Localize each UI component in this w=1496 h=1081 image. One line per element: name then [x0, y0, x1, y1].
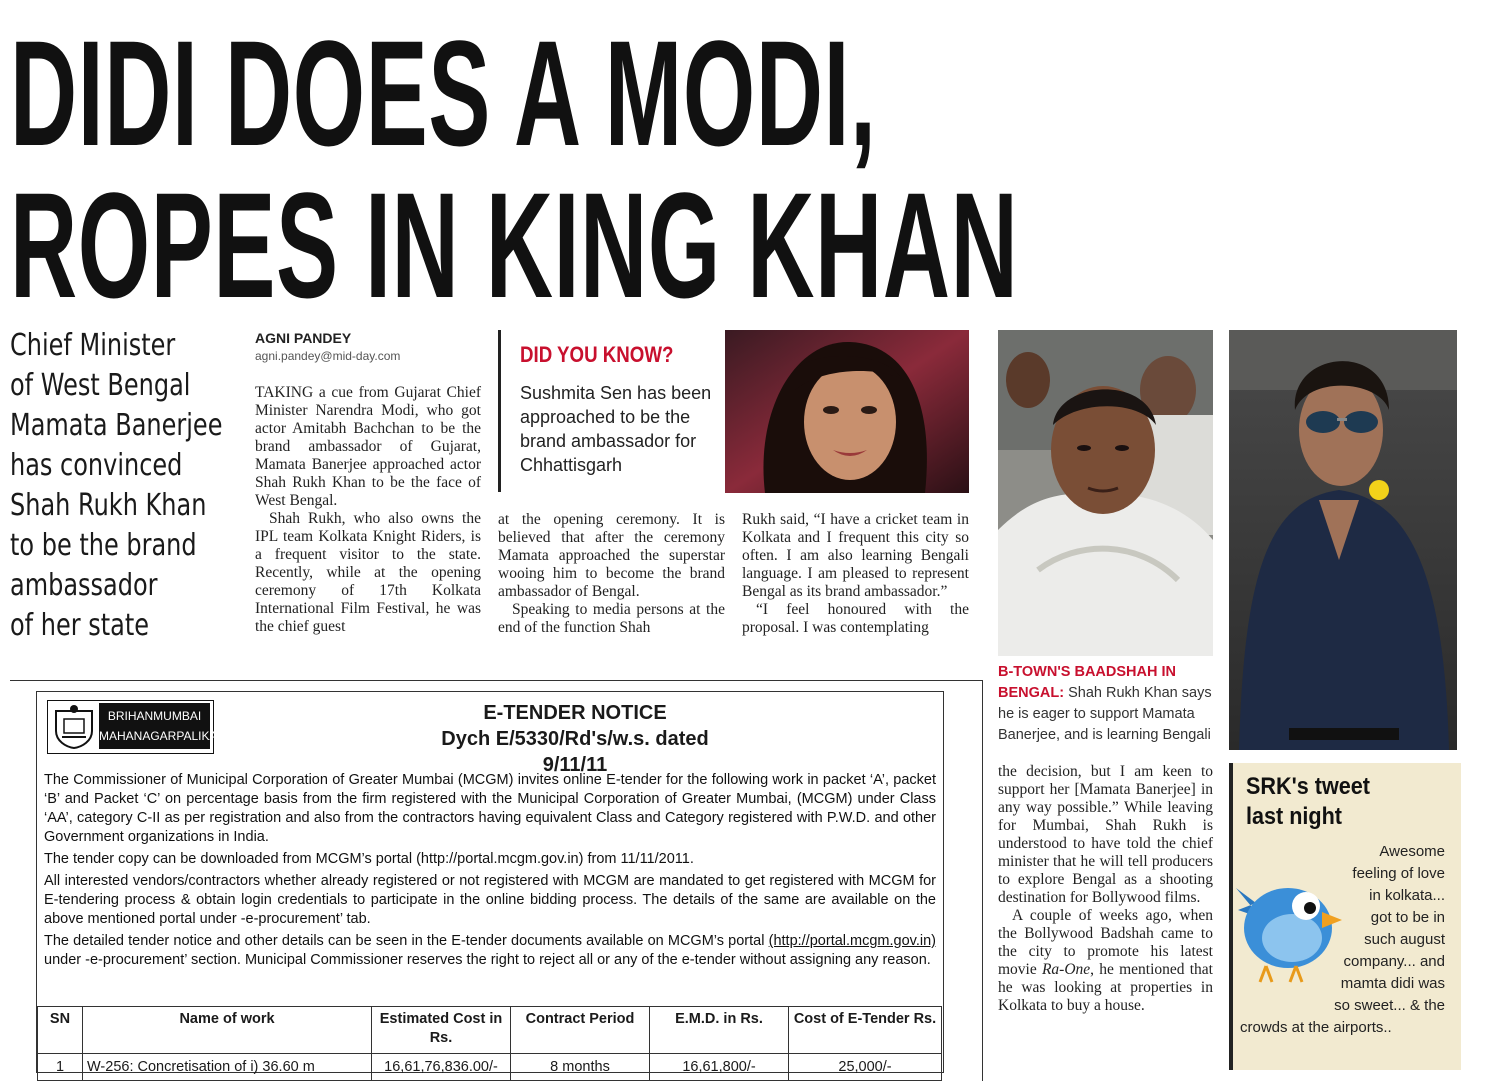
table-header: Estimated Cost in Rs.: [372, 1007, 511, 1054]
article-paragraph: Shah Rukh, who also owns the IPL team Kolkata Knight Riders, is a frequent visitor to the state. Recently, while at the opening ceremony of 17th Kolkata International Film Festival, he was the chief guest: [255, 510, 481, 635]
deck-line: to be the brand: [10, 528, 197, 563]
table-header: E.M.D. in Rs.: [650, 1007, 789, 1054]
tender-text: The detailed tender notice and other details can be seen in the E-tender documents available on MCGM’s portal: [44, 933, 769, 949]
deck-line: of West Bengal: [10, 368, 191, 403]
srk-tweet-line: crowds at the airports..: [1240, 1019, 1392, 1036]
article-column-3: [742, 511, 969, 637]
photo-caption: [998, 662, 1220, 746]
tender-paragraph: All interested vendors/contractors whether already registered or not registered with MCGM are mandated to get registered with MCGM for E-tendering process & obtain login credentials to participate in the online bidding process. The details of the same are available on the above mentioned portal under -e-procurement’ tab.: [44, 873, 936, 927]
mcgm-logo-text: [99, 703, 218, 749]
table-cell: W-256: Concretisation of i) 36.60 m: [83, 1054, 372, 1081]
srk-tweet-title: [1246, 772, 1370, 832]
tender-text: under -e-procurement’ section. Municipal Commissioner reserves the right to reject all or any of the e-tender without assigning any reason.: [44, 952, 931, 968]
byline-email: agni.pandey@mid-day.com: [255, 349, 401, 363]
photo-caption-text: Shah Rukh Khan says he is eager to support Mamata Banerjee, and is learning Bengali: [998, 685, 1212, 743]
table-header-row: [38, 1007, 942, 1054]
article-column-2: [498, 511, 725, 637]
tender-paragraph: [44, 932, 936, 970]
photo-caption-bold: B-TOWN'S BAADSHAH IN BENGAL:: [998, 664, 1176, 701]
srk-tweet-line: got to be in: [1370, 909, 1445, 926]
sushmita-sen-photo: [725, 330, 969, 493]
tender-reference: Dych E/5330/Rd's/w.s. dated 9/11/11: [441, 728, 709, 776]
table-header: Name of work: [83, 1007, 372, 1054]
deck-line: ambassador: [10, 568, 158, 603]
srk-tweet-line: so sweet... & the: [1334, 997, 1445, 1014]
article-paragraph: Rukh said, “I have a cricket team in Kolkata and I frequent this city so often. I am also learning Bengali language. I am pleased to represent Bengal as its brand ambassador.”: [742, 511, 969, 600]
table-header: SN: [38, 1007, 83, 1054]
srk-tweet-line: Awesome: [1379, 843, 1445, 860]
deck-line: of her state: [10, 608, 150, 643]
did-you-know-text: Sushmita Sen has been approached to be the brand ambassador for Chhattisgarh: [520, 383, 712, 475]
srk-tweet-line: feeling of love: [1352, 865, 1445, 882]
tender-paragraph: The Commissioner of Municipal Corporation of Greater Mumbai (MCGM) invites online E-tender for the following work in packet ‘A’, packet ‘B’ and Packet ‘C’ on percentage basis from the firm registered with the Municipal Corporation of Greater Mumbai, (MCGM) under Class ‘AA’, category C-II as per registration and also from the contractors having equivalent Class and Category registered with P.W.D. and other Government organizations in India.: [44, 772, 936, 845]
srk-tweet-line: mamta didi was: [1340, 975, 1445, 992]
deck-line: Chief Minister: [10, 328, 176, 363]
table-cell: 16,61,800/-: [650, 1054, 789, 1081]
deck-line: Mamata Banerjee: [10, 408, 223, 443]
srk-tweet-text: [1240, 841, 1445, 1039]
deck: [10, 326, 245, 646]
srk-tweet-line: company... and: [1343, 953, 1445, 970]
article-column-4: [998, 763, 1213, 1015]
table-cell: 16,61,76,836.00/-: [372, 1054, 511, 1081]
tender-heading: E-TENDER NOTICE: [483, 702, 667, 724]
tender-paragraph: The tender copy can be downloaded from MCGM’s portal (http://portal.mcgm.gov.in) from 11/11/2011.: [44, 851, 694, 867]
table-cell: 25,000/-: [789, 1054, 942, 1081]
deck-line: has convinced: [10, 448, 183, 483]
mcgm-seal-icon: [52, 703, 96, 749]
mamata-banerjee-photo: [998, 330, 1213, 656]
headline-line-2: ROPES IN KING KHAN: [10, 161, 1019, 329]
mcgm-logo-line: MAHANAGARPALIKA: [99, 729, 218, 743]
mcgm-logo-line: BRIHANMUMBAI: [107, 709, 202, 723]
tender-title: [420, 700, 730, 778]
tender-body: [44, 771, 936, 973]
table-row: [38, 1054, 942, 1081]
deck-line: Shah Rukh Khan: [10, 488, 207, 523]
article-paragraph: [998, 907, 1213, 1015]
article-text: , he mentioned that he was looking at properties in Kolkata to buy a house.: [998, 961, 1213, 1014]
article-paragraph: TAKING a cue from Gujarat Chief Minister Narendra Modi, who got actor Amitabh Bachchan to be the brand ambassador of Gujarat, Mamata Banerjee approached actor Shah Rukh Khan to be the face of West Bengal.: [255, 384, 481, 509]
headline-line-1: DIDI DOES A MODI,: [10, 9, 877, 177]
table-header: Cost of E-Tender Rs.: [789, 1007, 942, 1054]
srk-tweet-line: in kolkata...: [1369, 887, 1445, 904]
table-cell: 1: [38, 1054, 83, 1081]
srk-tweet-line: such august: [1364, 931, 1445, 948]
article-paragraph: the decision, but I am keen to support her [Mamata Banerjee] in any way possible.” While leaving for Mumbai, Shah Rukh is understood to have told the chief minister that he will tell producers to explore Bengal as a shooting destination for Bollywood films.: [998, 763, 1213, 906]
table-cell: 8 months: [511, 1054, 650, 1081]
article-paragraph: at the opening ceremony. It is believed that after the ceremony Mamata approached the superstar wooing him to become the brand ambassador of Bengal.: [498, 511, 725, 600]
movie-title: Ra-One: [1041, 961, 1091, 978]
table-header: Contract Period: [511, 1007, 650, 1054]
srk-tweet-title-line: last night: [1246, 803, 1343, 830]
article-paragraph: Speaking to media persons at the end of the function Shah: [498, 601, 725, 636]
article-text: A couple of weeks ago, when the Bollywood Badshah came to the city to promote his latest movie: [998, 907, 1213, 978]
byline-author: AGNI PANDEY: [255, 330, 352, 346]
did-you-know-title: DID YOU KNOW?: [520, 342, 674, 367]
article-column-1: [255, 384, 481, 636]
srk-tweet-title-line: SRK's tweet: [1246, 773, 1370, 800]
article-paragraph: “I feel honoured with the proposal. I was contemplating: [742, 601, 969, 636]
shah-rukh-khan-photo: [1229, 330, 1457, 750]
portal-link[interactable]: (http://portal.mcgm.gov.in): [768, 933, 936, 949]
